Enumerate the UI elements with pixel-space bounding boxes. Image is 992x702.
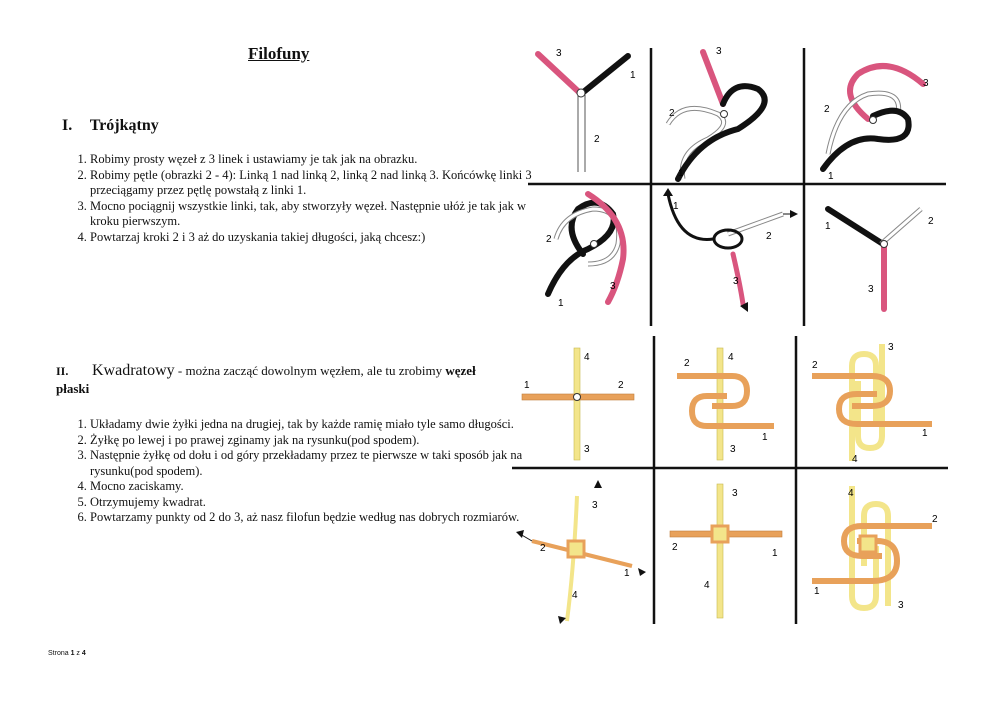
square-step-1: [522, 348, 634, 460]
cord-label: 3: [592, 500, 598, 511]
triangle-step-5: [663, 188, 798, 312]
list-item: 5. Otrzymujemy kwadrat.: [90, 495, 535, 511]
cord-label: 2: [766, 231, 772, 242]
square-step-6: [812, 486, 938, 611]
cord-label: 4: [584, 352, 590, 363]
cord-label: 3: [733, 276, 739, 287]
list-item: 3. Następnie żyłkę od dołu i od góry przekładamy przez te pierwsze w taki sposób jak na rysunku(pod spodem).: [90, 448, 535, 479]
cord-label: 1: [558, 298, 564, 309]
section-1-heading: [62, 117, 159, 135]
list-item: 3. Mocno pociągnij wszystkie linki, tak, aby stworzyły węzeł. Następnie ułóż je tak jak w kroku pierwszym.: [90, 199, 545, 230]
cord-label: 2: [546, 234, 552, 245]
cord-label: 3: [610, 281, 616, 292]
section-1-number: I.: [62, 117, 73, 134]
cord-label: 2: [672, 542, 678, 553]
triangle-step-1: [538, 48, 636, 172]
list-item: 4. Mocno zaciskamy.: [90, 479, 535, 495]
page-footer: [48, 650, 86, 657]
cord-label: 1: [825, 221, 831, 232]
list-item: 2. Żyłkę po lewej i po prawej zginamy jak na rysunku(pod spodem).: [90, 433, 535, 449]
cord-label: 4: [852, 454, 858, 465]
triangle-step-6: [825, 209, 934, 309]
cord-label: 3: [923, 78, 929, 89]
cord-label: 1: [762, 432, 768, 443]
section-2-intro: - można zacząć dowolnym węzłem, ale tu zrobimy: [174, 363, 446, 378]
cord-label: 3: [556, 48, 562, 59]
cord-label: 2: [824, 104, 830, 115]
cord-label: 3: [888, 342, 894, 353]
cord-label: 1: [678, 168, 684, 179]
square-step-2: [677, 348, 774, 460]
triangle-step-4: [546, 194, 624, 309]
section-2-heading: [56, 362, 496, 398]
section-1-title: Trójkątny: [89, 117, 159, 134]
cord-label: 2: [928, 216, 934, 227]
cord-label: 2: [669, 108, 675, 119]
triangle-step-2: [668, 46, 765, 179]
cord-label: 1: [828, 171, 834, 182]
triangle-knot-diagram: [528, 44, 946, 328]
footer-prefix: Strona: [48, 650, 71, 657]
section-2-number: II.: [56, 364, 69, 378]
cord-label: 1: [922, 428, 928, 439]
cord-label: 3: [868, 284, 874, 295]
cord-label: 3: [898, 600, 904, 611]
cord-label: 2: [684, 358, 690, 369]
cord-label: 4: [704, 580, 710, 591]
cord-label: 4: [728, 352, 734, 363]
cord-label: 2: [932, 514, 938, 525]
section-2-intro-bold: węzeł płaski: [56, 363, 476, 396]
cord-label: 3: [584, 444, 590, 455]
section-1-steps: [62, 152, 545, 245]
cord-label: 4: [848, 488, 854, 499]
square-step-5: [670, 484, 782, 618]
cord-label: 3: [730, 444, 736, 455]
cord-label: 3: [716, 46, 722, 57]
footer-total: 4: [81, 650, 86, 657]
cord-label: 1: [814, 586, 820, 597]
list-item: 2. Robimy pętle (obrazki 2 - 4): Linką 1 nad linką 2, linką 2 nad linką 3. Końcówkę linki 3 przeciągamy przez pętlę powstałą z linki 1.: [90, 168, 545, 199]
cord-label: 4: [572, 590, 578, 601]
square-step-3: [812, 342, 932, 465]
cord-label: 1: [630, 70, 636, 81]
cord-label: 2: [618, 380, 624, 391]
cord-label: 1: [772, 548, 778, 559]
list-item: 6. Powtarzamy punkty od 2 do 3, aż nasz filofun będzie według nas dobrych rozmiarów.: [90, 510, 535, 526]
section-2-steps: [62, 417, 535, 526]
list-item: 1. Robimy prosty węzeł z 3 linek i ustawiamy je tak jak na obrazku.: [90, 152, 545, 168]
cord-label: 2: [812, 360, 818, 371]
cord-label: 3: [732, 488, 738, 499]
cord-label: 2: [540, 543, 546, 554]
page-title: Filofuny: [248, 44, 310, 63]
footer-page: 1: [70, 650, 75, 657]
list-item: 1. Układamy dwie żyłki jedna na drugiej, tak by każde ramię miało tyle samo długości.: [90, 417, 535, 433]
triangle-step-3: [823, 66, 929, 182]
cord-label: 1: [624, 568, 630, 579]
footer-sep: z: [74, 650, 82, 657]
cord-label: 1: [673, 201, 679, 212]
list-item: 4. Powtarzaj kroki 2 i 3 aż do uzyskania takiej długości, jaką chcesz:): [90, 230, 545, 246]
square-knot-diagram: [512, 336, 948, 624]
cord-label: 2: [594, 134, 600, 145]
section-2-title: Kwadratowy: [92, 362, 175, 379]
cord-label: 1: [524, 380, 530, 391]
square-step-4: [516, 480, 646, 624]
